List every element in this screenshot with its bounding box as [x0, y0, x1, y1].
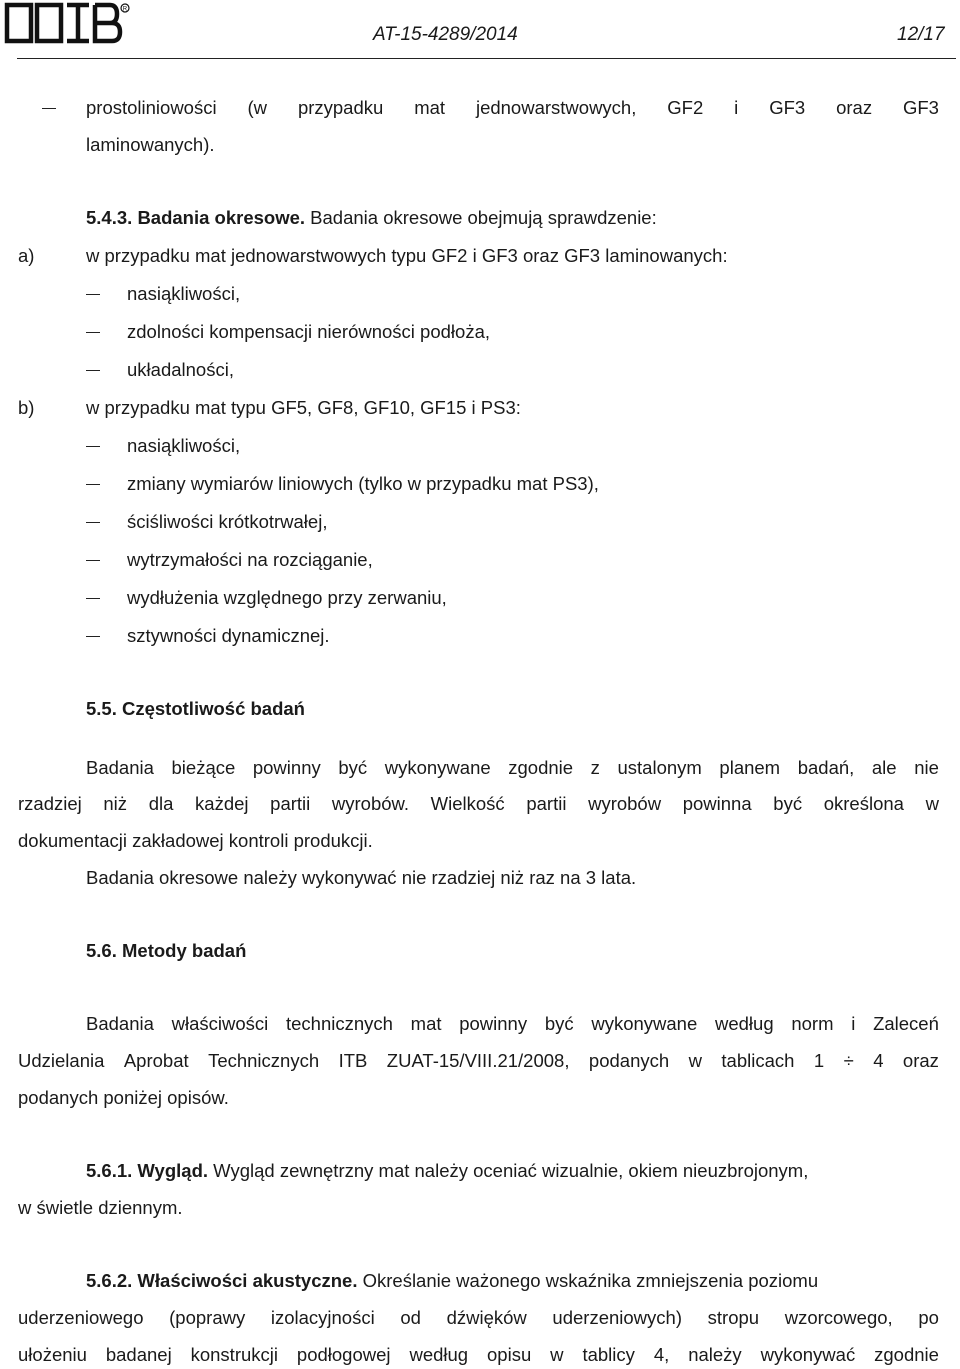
section-title: Badania okresowe. [137, 207, 306, 228]
section-heading-5-5: 5.5. Częstotliwość badań [86, 698, 305, 719]
word: w [925, 793, 939, 814]
word: mat [414, 97, 446, 118]
word: oraz [836, 97, 873, 118]
word: uderzeniowych) [552, 1307, 682, 1328]
word: przypadku [297, 97, 384, 118]
word: tablicach [721, 1050, 795, 1071]
word: mat [410, 1013, 442, 1034]
subsection-title: 5.6.1. Wygląd. [86, 1160, 209, 1181]
word: Udzielania [18, 1050, 105, 1071]
paragraph-line [18, 1050, 939, 1072]
word: badań, [797, 757, 855, 778]
dash-bullet [86, 598, 100, 599]
subsection-5-6-2 [86, 1270, 818, 1292]
word: wyrobów. [331, 793, 410, 814]
word: (w [247, 97, 268, 118]
word: ÷ [843, 1050, 854, 1071]
word: podanych [588, 1050, 670, 1071]
dash-bullet [86, 332, 100, 333]
word: oraz [902, 1050, 939, 1071]
subsection-text: Wygląd zewnętrzny mat należy oceniać wizualnie, okiem nieuzbrojonym, [213, 1160, 809, 1181]
word: 4 [873, 1050, 884, 1071]
word: stropu [707, 1307, 760, 1328]
word: według [714, 1013, 774, 1034]
word: być [544, 1013, 574, 1034]
dash-bullet [86, 522, 100, 523]
word: ustalonym [617, 757, 702, 778]
header-divider [17, 58, 956, 59]
list-item-continued-2: laminowanych). [86, 134, 215, 155]
paragraph-line [86, 757, 939, 779]
word: wzorcowego, [784, 1307, 893, 1328]
itb-logo [4, 2, 130, 44]
paragraph-line: dokumentacji zakładowej kontroli produkcji. [18, 830, 373, 851]
list-item: nasiąkliwości, [127, 283, 241, 304]
paragraph-line [18, 1307, 939, 1329]
word: zgodnie [508, 757, 574, 778]
word: 4, [653, 1344, 670, 1365]
word: ułożeniu [18, 1344, 87, 1365]
word: nie [914, 757, 939, 778]
paragraph-line [86, 1013, 939, 1035]
dash-bullet [86, 484, 100, 485]
word: należy [688, 1344, 742, 1365]
word: powinny [459, 1013, 528, 1034]
dash-bullet [86, 446, 100, 447]
word: zgodnie [874, 1344, 939, 1365]
word: powinna [682, 793, 752, 814]
section-text: Badania okresowe obejmują sprawdzenie: [310, 207, 657, 228]
section-5-4-3 [86, 207, 657, 229]
word: 1 [813, 1050, 825, 1071]
word: każdej [195, 793, 249, 814]
word: po [918, 1307, 939, 1328]
list-item: zdolności kompensacji nierówności podłoża, [127, 321, 490, 342]
word: partii [526, 793, 567, 814]
paragraph-line: Badania okresowe należy wykonywać nie rzadziej niż raz na 3 lata. [86, 867, 637, 888]
word: w [550, 1344, 564, 1365]
word: według [409, 1344, 469, 1365]
word: konstrukcji [190, 1344, 278, 1365]
list-item: nasiąkliwości, [127, 435, 241, 456]
svg-text:R: R [122, 6, 128, 13]
word: wykonywać [760, 1344, 856, 1365]
word: ZUAT-15/VIII.21/2008, [386, 1050, 570, 1071]
page-number: 12/17 [897, 24, 945, 45]
list-item: zmiany wymiarów liniowych (tylko w przypadku mat PS3), [127, 473, 599, 494]
word: z [590, 757, 600, 778]
list-item-continued [86, 97, 939, 119]
word: norm [791, 1013, 834, 1034]
dash-bullet [86, 370, 100, 371]
paragraph-line: podanych poniżej opisów. [18, 1087, 229, 1108]
word: być [773, 793, 803, 814]
list-marker-b: b) [18, 397, 35, 418]
word: planem [719, 757, 781, 778]
dash-bullet [86, 560, 100, 561]
document-number: AT-15-4289/2014 [373, 24, 518, 45]
word: tablicy [582, 1344, 635, 1365]
list-item: sztywności dynamicznej. [127, 625, 330, 646]
word: od [400, 1307, 421, 1328]
word: technicznych [285, 1013, 393, 1034]
word: prostoliniowości [86, 97, 217, 118]
word: ale [871, 757, 897, 778]
word: ITB [338, 1050, 368, 1071]
list-marker-a: a) [18, 245, 35, 266]
subsection-title: 5.6.2. Właściwości akustyczne. [86, 1270, 358, 1291]
paragraph-line [18, 793, 939, 815]
word: dźwięków [446, 1307, 527, 1328]
list-item: wydłużenia względnego przy zerwaniu, [127, 587, 447, 608]
word: dla [148, 793, 174, 814]
word: GF3 [902, 97, 939, 118]
paragraph-line [18, 1344, 939, 1366]
word: GF3 [769, 97, 806, 118]
word: w [688, 1050, 702, 1071]
word: i [851, 1013, 856, 1034]
section-number: 5.4.3. [86, 207, 133, 228]
word: jednowarstwowych, [475, 97, 637, 118]
word: powinny [252, 757, 321, 778]
word: Aprobat [123, 1050, 189, 1071]
word: uderzeniowego [18, 1307, 144, 1328]
section-heading-5-6: 5.6. Metody badań [86, 940, 247, 961]
word: wykonywane [591, 1013, 698, 1034]
word: izolacyjności [270, 1307, 375, 1328]
word: właściwości [171, 1013, 269, 1034]
list-text-a: w przypadku mat jednowarstwowych typu GF2 i GF3 oraz GF3 laminowanych: [86, 245, 728, 266]
word: badanej [105, 1344, 172, 1365]
list-item: wytrzymałości na rozciąganie, [127, 549, 373, 570]
dash-bullet [86, 294, 100, 295]
list-text-b: w przypadku mat typu GF5, GF8, GF10, GF15 i PS3: [86, 397, 521, 418]
word: niż [103, 793, 128, 814]
word: i [734, 97, 739, 118]
word: określona [823, 793, 904, 814]
word: Zaleceń [873, 1013, 939, 1034]
dash-bullet [42, 108, 56, 109]
list-item: układalności, [127, 359, 234, 380]
word: Badania [86, 1013, 154, 1034]
dash-bullet [86, 636, 100, 637]
word: partii [270, 793, 311, 814]
word: opisu [487, 1344, 532, 1365]
word: GF2 [667, 97, 704, 118]
word: wykonywane [384, 757, 491, 778]
subsection-text: Określanie ważonego wskaźnika zmniejszenia poziomu [362, 1270, 819, 1291]
paragraph-line: w świetle dziennym. [18, 1197, 183, 1218]
subsection-5-6-1 [86, 1160, 808, 1182]
word: podłogowej [296, 1344, 391, 1365]
word: bieżące [171, 757, 236, 778]
list-item: ściśliwości krótkotrwałej, [127, 511, 328, 532]
word: być [338, 757, 368, 778]
word: wyrobów [588, 793, 662, 814]
word: Badania [86, 757, 154, 778]
word: (poprawy [169, 1307, 246, 1328]
word: Wielkość [430, 793, 505, 814]
word: rzadziej [18, 793, 82, 814]
word: Technicznych [208, 1050, 320, 1071]
